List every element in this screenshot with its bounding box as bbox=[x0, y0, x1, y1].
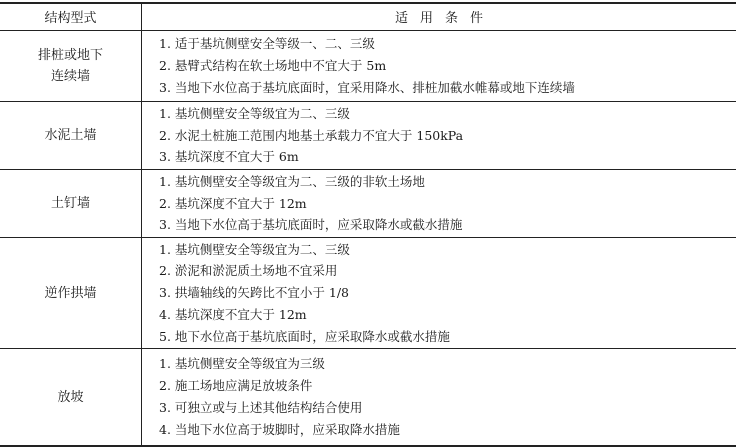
header-conditions: 适用条件 bbox=[394, 11, 495, 26]
structure-type-cell bbox=[0, 238, 141, 348]
condition-item: 1. 适于基坑侧壁安全等级一、二、三级 bbox=[159, 36, 375, 52]
condition-item: 2. 基坑深度不宜大于 12m bbox=[159, 195, 307, 211]
condition-item: 4. 基坑深度不宜大于 12m bbox=[159, 306, 307, 322]
condition-item: 2. 悬臂式结构在软土场地中不宜大于 5m bbox=[159, 58, 387, 74]
condition-item: 3. 基坑深度不宜大于 6m bbox=[159, 149, 299, 165]
condition-item: 1. 基坑侧壁安全等级宜为二、三级的非软土场地 bbox=[159, 173, 425, 189]
condition-item: 4. 当地下水位高于坡脚时，应采取降水措施 bbox=[159, 421, 400, 437]
condition-item: 1. 基坑侧壁安全等级宜为二、三级 bbox=[159, 241, 350, 257]
table-row bbox=[0, 349, 736, 445]
table-row bbox=[0, 31, 736, 101]
structure-type-label: 排桩或地下 bbox=[37, 48, 103, 63]
condition-item: 2. 淤泥和淤泥质土场地不宜采用 bbox=[159, 263, 338, 279]
table-row bbox=[0, 238, 736, 348]
conditions-cell bbox=[159, 102, 732, 169]
structure-type-label: 放坡 bbox=[57, 389, 84, 405]
table-row bbox=[0, 170, 736, 237]
condition-item: 2. 施工场地应满足放坡条件 bbox=[159, 378, 313, 394]
header-structure-type: 结构型式 bbox=[44, 11, 97, 26]
table-row bbox=[0, 102, 736, 169]
structure-type-label: 土钉墙 bbox=[50, 196, 90, 211]
structure-type-label: 逆作拱墙 bbox=[44, 285, 97, 301]
condition-item: 1. 基坑侧壁安全等级宜为三级 bbox=[159, 356, 325, 372]
structure-type-cell bbox=[0, 31, 141, 101]
condition-item: 2. 水泥土桩施工范围内地基土承载力不宜大于 150kPa bbox=[159, 127, 464, 143]
structure-type-cell bbox=[0, 170, 141, 237]
condition-item: 1. 基坑侧壁安全等级宜为二、三级 bbox=[159, 105, 350, 121]
condition-item: 3. 当地下水位高于基坑底面时，宜采用降水、排桩加截水帷幕或地下连续墙 bbox=[159, 79, 575, 95]
conditions-cell bbox=[159, 170, 732, 237]
structure-type-label: 连续墙 bbox=[50, 69, 90, 84]
structure-type-cell bbox=[0, 102, 141, 169]
structure-type-cell bbox=[0, 349, 141, 445]
conditions-cell bbox=[159, 238, 732, 348]
condition-item: 5. 地下水位高于基坑底面时，应采取降水或截水措施 bbox=[159, 328, 450, 344]
condition-item: 3. 当地下水位高于基坑底面时，应采取降水或截水措施 bbox=[159, 217, 463, 233]
structure-type-label: 水泥土墙 bbox=[44, 128, 97, 143]
conditions-cell bbox=[159, 31, 732, 101]
condition-item: 3. 可独立或与上述其他结构结合使用 bbox=[159, 400, 363, 415]
condition-item: 3. 拱墙轴线的矢跨比不宜小于 1/8 bbox=[159, 285, 349, 301]
conditions-cell bbox=[159, 349, 732, 445]
